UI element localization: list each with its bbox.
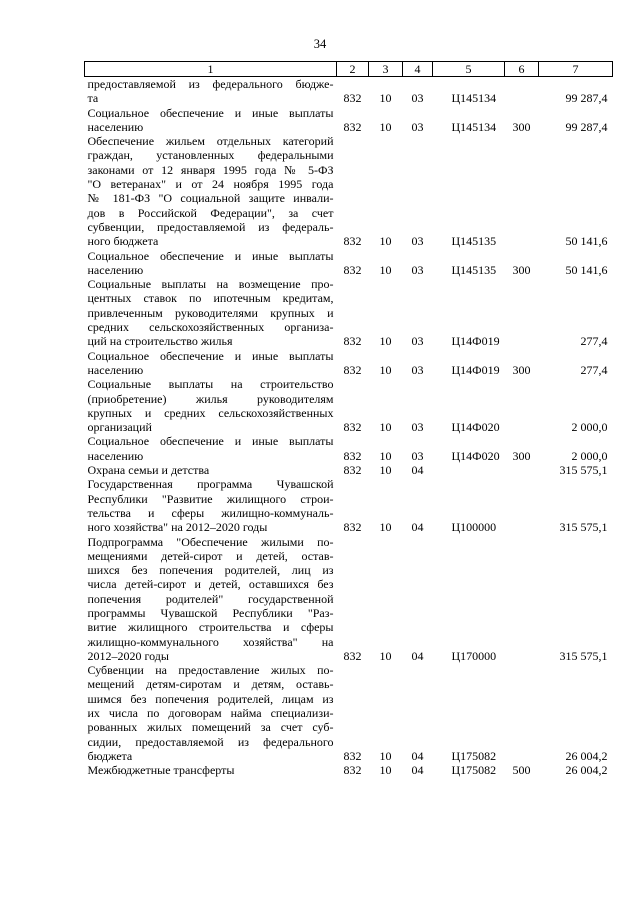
target-article-cell: Ц145134 (451, 91, 497, 106)
target-article-cell: Ц14Ф020 (451, 420, 500, 435)
section-code-cell: 10 (379, 520, 392, 535)
section-code-cell: 10 (379, 748, 392, 763)
expense-type-cell (505, 535, 539, 664)
amount-cell: 26 004,2 (565, 748, 608, 763)
row-name-cell: предоставляемой из федерального бюдже- та (87, 77, 334, 106)
page-number: 34 (313, 37, 327, 51)
table-row (85, 463, 613, 477)
amount-cell: 315 575,1 (559, 463, 608, 478)
ministry-code-cell: 832 (343, 119, 362, 134)
target-article-cell: Ц14Ф020 (451, 448, 500, 463)
section-code-cell: 10 (379, 362, 392, 377)
section-code-cell: 10 (379, 448, 392, 463)
ministry-code-cell: 832 (343, 420, 362, 435)
ministry-code-cell: 832 (343, 763, 362, 778)
expense-type-cell (505, 77, 539, 106)
ministry-code-cell: 832 (343, 334, 362, 349)
subsection-code-cell: 04 (411, 748, 424, 763)
target-article-cell (433, 463, 505, 477)
expense-type-cell: 300 (512, 448, 531, 463)
row-name-cell: Социальное обеспечение и иные выплаты населению (87, 105, 334, 134)
table-row (85, 277, 613, 348)
expense-type-cell (505, 463, 539, 477)
section-code-cell: 10 (379, 119, 392, 134)
row-name-cell: Социальное обеспечение и иные выплаты населению (87, 348, 334, 377)
amount-cell: 2 000,0 (571, 448, 608, 463)
row-name-cell: Социальные выплаты на строительство (приобретение) жилья руководителям крупных и средних сельскохозяйственных организаций (87, 377, 334, 435)
ministry-code-cell: 832 (343, 520, 362, 535)
table-row (85, 535, 613, 664)
column-header-1: 1 (85, 62, 337, 77)
target-article-cell: Ц175082 (451, 748, 497, 763)
table-row (85, 477, 613, 534)
amount-cell: 315 575,1 (559, 648, 608, 663)
amount-cell: 2 000,0 (571, 420, 608, 435)
section-code-cell: 10 (379, 91, 392, 106)
expense-type-cell: 300 (512, 262, 531, 277)
target-article-cell: Ц145135 (451, 262, 497, 277)
section-code-cell: 10 (379, 648, 392, 663)
expense-type-cell (505, 377, 539, 434)
target-article-cell: Ц175082 (451, 763, 497, 778)
row-name-cell: Социальные выплаты на возмещение про- центных ставок по ипотечным кредитам, привлеченным руководителями крупных и средних сельскохозяйственных организа- ций на строительство жилья (87, 277, 334, 349)
column-header-2: 2 (337, 62, 369, 77)
target-article-cell: Ц14Ф019 (451, 362, 500, 377)
row-name-cell: Подпрограмма "Обеспечение жилыми по- мещениями детей-сирот и детей, остав- шихся без попечения родителей, лиц из числа детей-сирот и детей, оставшихся без попечения родителей" государственной программы Чувашской Республики "Раз- витие жилищного строительства и сферы жилищно-коммунального хозяйства" на 2012–2020 годы (87, 534, 334, 663)
table-row (85, 377, 613, 434)
target-article-cell: Ц100000 (451, 520, 497, 535)
table-row (85, 77, 613, 106)
amount-cell: 99 287,4 (565, 91, 608, 106)
column-header-3: 3 (369, 62, 403, 77)
row-name-cell: Охрана семьи и детства (87, 463, 210, 478)
section-code-cell: 10 (379, 234, 392, 249)
row-name-cell: Государственная программа Чувашской Республики "Развитие жилищного строи- тельства и сферы жилищно-коммуналь- ного хозяйства" на 2012–2020 годы (87, 477, 334, 535)
row-name-cell: Обеспечение жильем отдельных категорий граждан, установленных федеральными законами от 12 января 1995 года № 5-ФЗ "О ветеранах" и от 24 ноября 1995 года № 181-ФЗ "О социальной защите инвали- дов в Российской Федерации", за счет субвенции, предоставляемой из федераль- ного бюджета (87, 134, 334, 249)
target-article-cell: Ц170000 (451, 648, 497, 663)
section-code-cell: 10 (379, 334, 392, 349)
table-row (85, 249, 613, 278)
table-row (85, 763, 613, 777)
table-row (85, 663, 613, 763)
subsection-code-cell: 03 (411, 420, 424, 435)
expense-type-cell (505, 477, 539, 534)
expense-type-cell: 500 (512, 763, 531, 778)
ministry-code-cell: 832 (343, 362, 362, 377)
expense-type-cell: 300 (512, 362, 531, 377)
budget-table (84, 61, 613, 778)
subsection-code-cell: 04 (411, 463, 424, 478)
subsection-code-cell: 03 (411, 262, 424, 277)
target-article-cell: Ц145134 (451, 119, 497, 134)
ministry-code-cell: 832 (343, 234, 362, 249)
ministry-code-cell: 832 (343, 91, 362, 106)
ministry-code-cell: 832 (343, 648, 362, 663)
subsection-code-cell: 03 (411, 448, 424, 463)
row-name-cell: Межбюджетные трансферты (87, 763, 235, 778)
column-header-4: 4 (403, 62, 433, 77)
expense-type-cell (505, 277, 539, 348)
amount-cell: 315 575,1 (559, 520, 608, 535)
target-article-cell: Ц145135 (451, 234, 497, 249)
subsection-code-cell: 03 (411, 362, 424, 377)
ministry-code-cell: 832 (343, 748, 362, 763)
row-name-cell: Субвенции на предоставление жилых по- мещений детям-сиротам и детям, оставь- шимся без попечения родителей, лицам из их числа по договорам найма специализи- рованных жилых помещений за счет суб- сидии, предоставляемой из федерального бюджета (87, 663, 334, 763)
table-row (85, 349, 613, 378)
ministry-code-cell: 832 (343, 448, 362, 463)
amount-cell: 99 287,4 (565, 119, 608, 134)
row-name-cell: Социальное обеспечение и иные выплаты населению (87, 434, 334, 463)
amount-cell: 50 141,6 (565, 234, 608, 249)
ministry-code-cell: 832 (343, 463, 362, 478)
subsection-code-cell: 03 (411, 234, 424, 249)
column-number-row (85, 62, 613, 77)
amount-cell: 26 004,2 (565, 763, 608, 778)
subsection-code-cell: 03 (411, 119, 424, 134)
row-name-cell: Социальное обеспечение и иные выплаты населению (87, 248, 334, 277)
table-row (85, 134, 613, 248)
table-body (85, 77, 613, 778)
subsection-code-cell: 04 (411, 520, 424, 535)
expense-type-cell (505, 663, 539, 763)
column-header-5: 5 (433, 62, 505, 77)
section-code-cell: 10 (379, 763, 392, 778)
section-code-cell: 10 (379, 262, 392, 277)
amount-cell: 277,4 (580, 334, 608, 349)
amount-cell: 277,4 (580, 362, 608, 377)
ministry-code-cell: 832 (343, 262, 362, 277)
amount-cell: 50 141,6 (565, 262, 608, 277)
subsection-code-cell: 03 (411, 91, 424, 106)
subsection-code-cell: 03 (411, 334, 424, 349)
column-header-7: 7 (539, 62, 613, 77)
subsection-code-cell: 04 (411, 763, 424, 778)
section-code-cell: 10 (379, 420, 392, 435)
target-article-cell: Ц14Ф019 (451, 334, 500, 349)
table-row (85, 106, 613, 135)
column-header-6: 6 (505, 62, 539, 77)
table-row (85, 434, 613, 463)
subsection-code-cell: 04 (411, 648, 424, 663)
section-code-cell: 10 (379, 463, 392, 478)
expense-type-cell (505, 134, 539, 248)
expense-type-cell: 300 (512, 119, 531, 134)
